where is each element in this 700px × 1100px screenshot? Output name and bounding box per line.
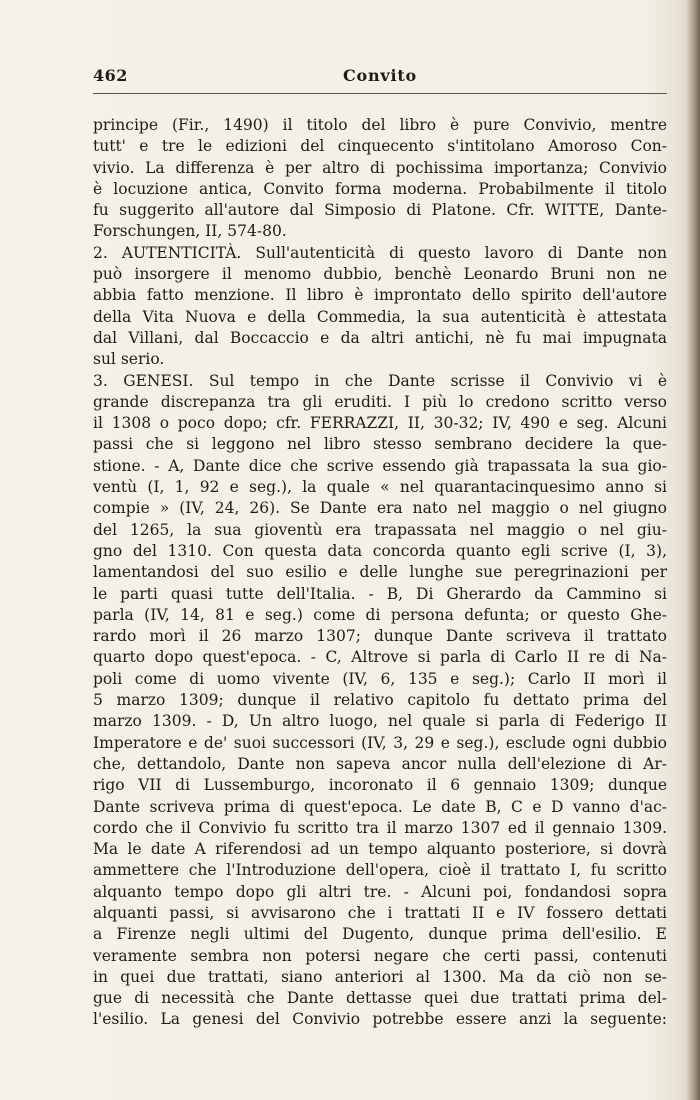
text-line: Ma le date A riferendosi ad un tempo alquanto posteriore, si dovrà: [93, 840, 667, 859]
text-line: alquanti passi, si avvisarono che i trattati II e IV fossero dettati: [93, 903, 667, 922]
text-line: passi che si leggono nel libro stesso sembrano decidere la que-: [93, 435, 667, 454]
text-line: abbia fatto menzione. Il libro è improntato dello spirito dell'autore: [93, 286, 667, 305]
text-line: ventù (I, 1, 92 e seg.), la quale « nel quarantacinquesimo anno si: [93, 478, 667, 497]
text-line: quarto dopo quest'epoca. - C, Altrove si parla di Carlo II re di Na-: [93, 648, 667, 667]
text-line: parla (IV, 14, 81 e seg.) come di persona defunta; or questo Ghe-: [93, 605, 667, 624]
text-line: rardo morì il 26 marzo 1307; dunque Dante scriveva il trattato: [93, 627, 667, 646]
text-line: del 1265, la sua gioventù era trapassata nel maggio o nel giu-: [93, 520, 667, 539]
text-line: Forschungen, II, 574-80.: [93, 222, 287, 241]
text-line: compie » (IV, 24, 26). Se Dante era nato nel maggio o nel giugno: [93, 499, 667, 518]
text-line: 5 marzo 1309; dunque il relativo capitolo fu dettato prima del: [93, 691, 667, 710]
text-line: gno del 1310. Con questa data concorda quanto egli scrive (I, 3),: [93, 541, 667, 560]
body-text: [93, 115, 667, 1031]
text-line: gue di necessità che Dante dettasse quei due trattati prima del-: [93, 989, 667, 1008]
text-line: fu suggerito all'autore dal Simposio di Platone. Cfr. WITTE, Dante-: [93, 201, 667, 220]
text-line: marzo 1309. - D, Un altro luogo, nel quale si parla di Federigo II: [93, 712, 667, 731]
text-line: l'esilio. La genesi del Convivio potrebbe essere anzi la seguente:: [93, 1010, 667, 1029]
text-line: stione. - A, Dante dice che scrive essendo già trapassata la sua gio-: [93, 456, 667, 475]
text-line: 3. GENESI. Sul tempo in che Dante scrisse il Convivio vi è: [93, 371, 667, 390]
text-line: veramente sembra non potersi negare che certi passi, contenuti: [93, 946, 667, 965]
text-line: della Vita Nuova e della Commedia, la sua autenticità è attestata: [93, 307, 667, 326]
text-line: 2. AUTENTICITÀ. Sull'autenticità di questo lavoro di Dante non: [93, 243, 667, 262]
text-line: il 1308 o poco dopo; cfr. FERRAZZI, II, 30-32; IV, 490 e seg. Alcuni: [93, 414, 667, 433]
text-line: tutt' e tre le edizioni del cinquecento s'intitolano Amoroso Con-: [93, 137, 667, 156]
text-line: dal Villani, dal Boccaccio e da altri antichi, nè fu mai impugnata: [93, 328, 667, 347]
text-line: Dante scriveva prima di quest'epoca. Le date B, C e D vanno d'ac-: [93, 797, 667, 816]
header-rule: [93, 93, 667, 94]
text-line: vivio. La differenza è per altro di pochissima importanza; Convivio: [93, 158, 667, 177]
running-title: Convito: [342, 66, 418, 85]
text-line: può insorgere il menomo dubbio, benchè Leonardo Bruni non ne: [93, 265, 667, 284]
page-header: [93, 66, 667, 88]
text-line: cordo che il Convivio fu scritto tra il marzo 1307 ed il gennaio 1309.: [93, 818, 667, 837]
text-line: Imperatore e de' suoi successori (IV, 3, 29 e seg.), esclude ogni dubbio: [93, 733, 667, 752]
text-line: lamentandosi del suo esilio e delle lunghe sue peregrinazioni per: [93, 563, 667, 582]
text-line: ammettere che l'Introduzione dell'opera, cioè il trattato I, fu scritto: [93, 861, 667, 880]
text-line: a Firenze negli ultimi del Dugento, dunque prima dell'esilio. E: [93, 925, 667, 944]
page-number: 462: [93, 66, 128, 85]
text-line: sul serio.: [93, 350, 165, 369]
text-line: che, dettandolo, Dante non sapeva ancor nulla dell'elezione di Ar-: [93, 754, 667, 773]
text-line: è locuzione antica, Convito forma moderna. Probabilmente il titolo: [93, 179, 667, 198]
text-line: rigo VII di Lussemburgo, incoronato il 6 gennaio 1309; dunque: [93, 776, 667, 795]
text-line: alquanto tempo dopo gli altri tre. - Alcuni poi, fondandosi sopra: [93, 882, 667, 901]
text-line: poli come di uomo vivente (IV, 6, 135 e seg.); Carlo II morì il: [93, 669, 667, 688]
text-line: grande discrepanza tra gli eruditi. I più lo credono scritto verso: [93, 392, 667, 411]
page-spine-shadow: [686, 0, 700, 1100]
text-line: le parti quasi tutte dell'Italia. - B, Di Gherardo da Cammino si: [93, 584, 667, 603]
text-line: in quei due trattati, siano anteriori al 1300. Ma da ciò non se-: [93, 967, 667, 986]
text-line: principe (Fir., 1490) il titolo del libro è pure Convivio, mentre: [93, 116, 667, 134]
